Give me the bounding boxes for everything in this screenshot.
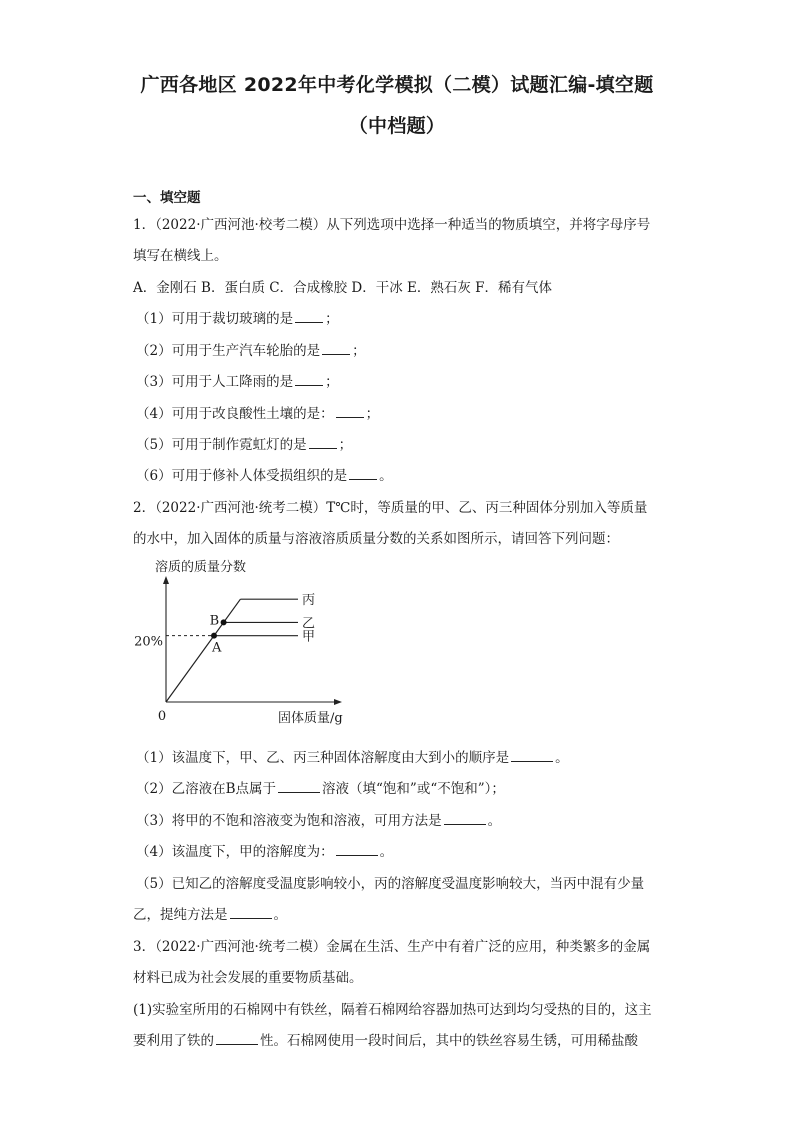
point-label-A: A [212,640,222,656]
chart-ylabel: 溶质的质量分数 [155,560,247,575]
answer-blank[interactable] [349,467,377,480]
page-title: 广西各地区 2022年中考化学模拟（二模）试题汇编-填空题 [140,74,654,96]
q1-item-6: （6）可用于修补人体受损组织的是 。 [136,468,393,484]
answer-blank[interactable] [336,843,378,856]
solubility-chart [133,556,363,728]
answer-blank[interactable] [230,906,272,919]
chart-origin-label: 0 [157,709,167,724]
q1-stem-line2: 填写在横线上。 [133,248,228,264]
data-point-A [211,633,217,639]
chart-xlabel: 固体质量/g [278,711,343,726]
series-line-rising [166,599,240,702]
q1-item-1: （1）可用于裁切玻璃的是 ； [136,311,339,327]
answer-blank[interactable] [511,749,553,762]
q2-item-1: （1）该温度下，甲、乙、丙三种固体溶解度由大到小的顺序是 。 [136,750,569,766]
answer-blank[interactable] [295,373,323,386]
q2-stem-line1: 2．（2022·广西河池·统考二模）T℃时，等质量的甲、乙、丙三种固体分别加入等质量 [133,500,648,516]
q3-item-1a: (1)实验室所用的石棉网中有铁丝，隔着石棉网给容器加热可达到均匀受热的目的，这主 [133,1002,652,1018]
x-axis-arrow [334,699,342,705]
q2-item-3: （3）将甲的不饱和溶液变为饱和溶液，可用方法是 。 [136,813,502,829]
q3-item-1b: 要利用了铁的 性。石棉网使用一段时间后，其中的铁丝容易生锈，可用稀盐酸 [133,1033,638,1049]
q2-item-4: （4）该温度下，甲的溶解度为： 。 [136,844,394,860]
page-subtitle: （中档题） [348,115,446,137]
q2-stem-line2: 的水中，加入固体的质量与溶液溶质质量分数的关系如图所示，请回答下列问题： [133,531,619,547]
point-label-B: B [209,613,220,629]
answer-blank[interactable] [216,1032,258,1045]
answer-blank[interactable] [444,812,486,825]
q1-options: A．金刚石 B．蛋白质 C．合成橡胶 D．干冰 E．熟石灰 F．稀有气体 [133,280,553,296]
q3-stem-line1: 3．（2022·广西河池·统考二模）金属在生活、生产中有着广泛的应用，种类繁多的金属 [133,939,651,955]
q1-item-2: （2）可用于生产汽车轮胎的是 ； [136,343,366,359]
q1-item-5: （5）可用于制作霓虹灯的是 ； [136,437,353,453]
q2-item-5-cont: 乙，提纯方法是 。 [133,907,287,923]
q3-stem-line2: 材料已成为社会发展的重要物质基础。 [133,970,363,986]
answer-blank[interactable] [336,405,364,418]
q2-item-5: （5）已知乙的溶解度受温度影响较小，丙的溶解度受温度影响较大，当丙中混有少量 [136,876,645,892]
section-heading: 一、填空题 [133,190,201,206]
series-label-丙: 丙 [302,593,316,609]
series-label-乙: 乙 [302,616,316,632]
y-axis-arrow [163,576,169,584]
answer-blank[interactable] [309,436,337,449]
answer-blank[interactable] [322,342,350,355]
q2-item-2: （2）乙溶液在B点属于 溶液（填“饱和”或“不饱和”）； [136,781,505,797]
series-label-甲: 甲 [302,629,316,645]
q1-item-3: （3）可用于人工降雨的是 ； [136,374,339,390]
data-point-B [221,619,227,625]
q1-item-4: （4）可用于改良酸性土壤的是： ； [136,406,380,422]
answer-blank[interactable] [278,780,320,793]
q1-stem-line1: 1．（2022·广西河池·校考二模）从下列选项中选择一种适当的物质填空，并将字母序号 [133,217,651,233]
y-tick-label: 20% [134,634,163,650]
answer-blank[interactable] [295,310,323,323]
